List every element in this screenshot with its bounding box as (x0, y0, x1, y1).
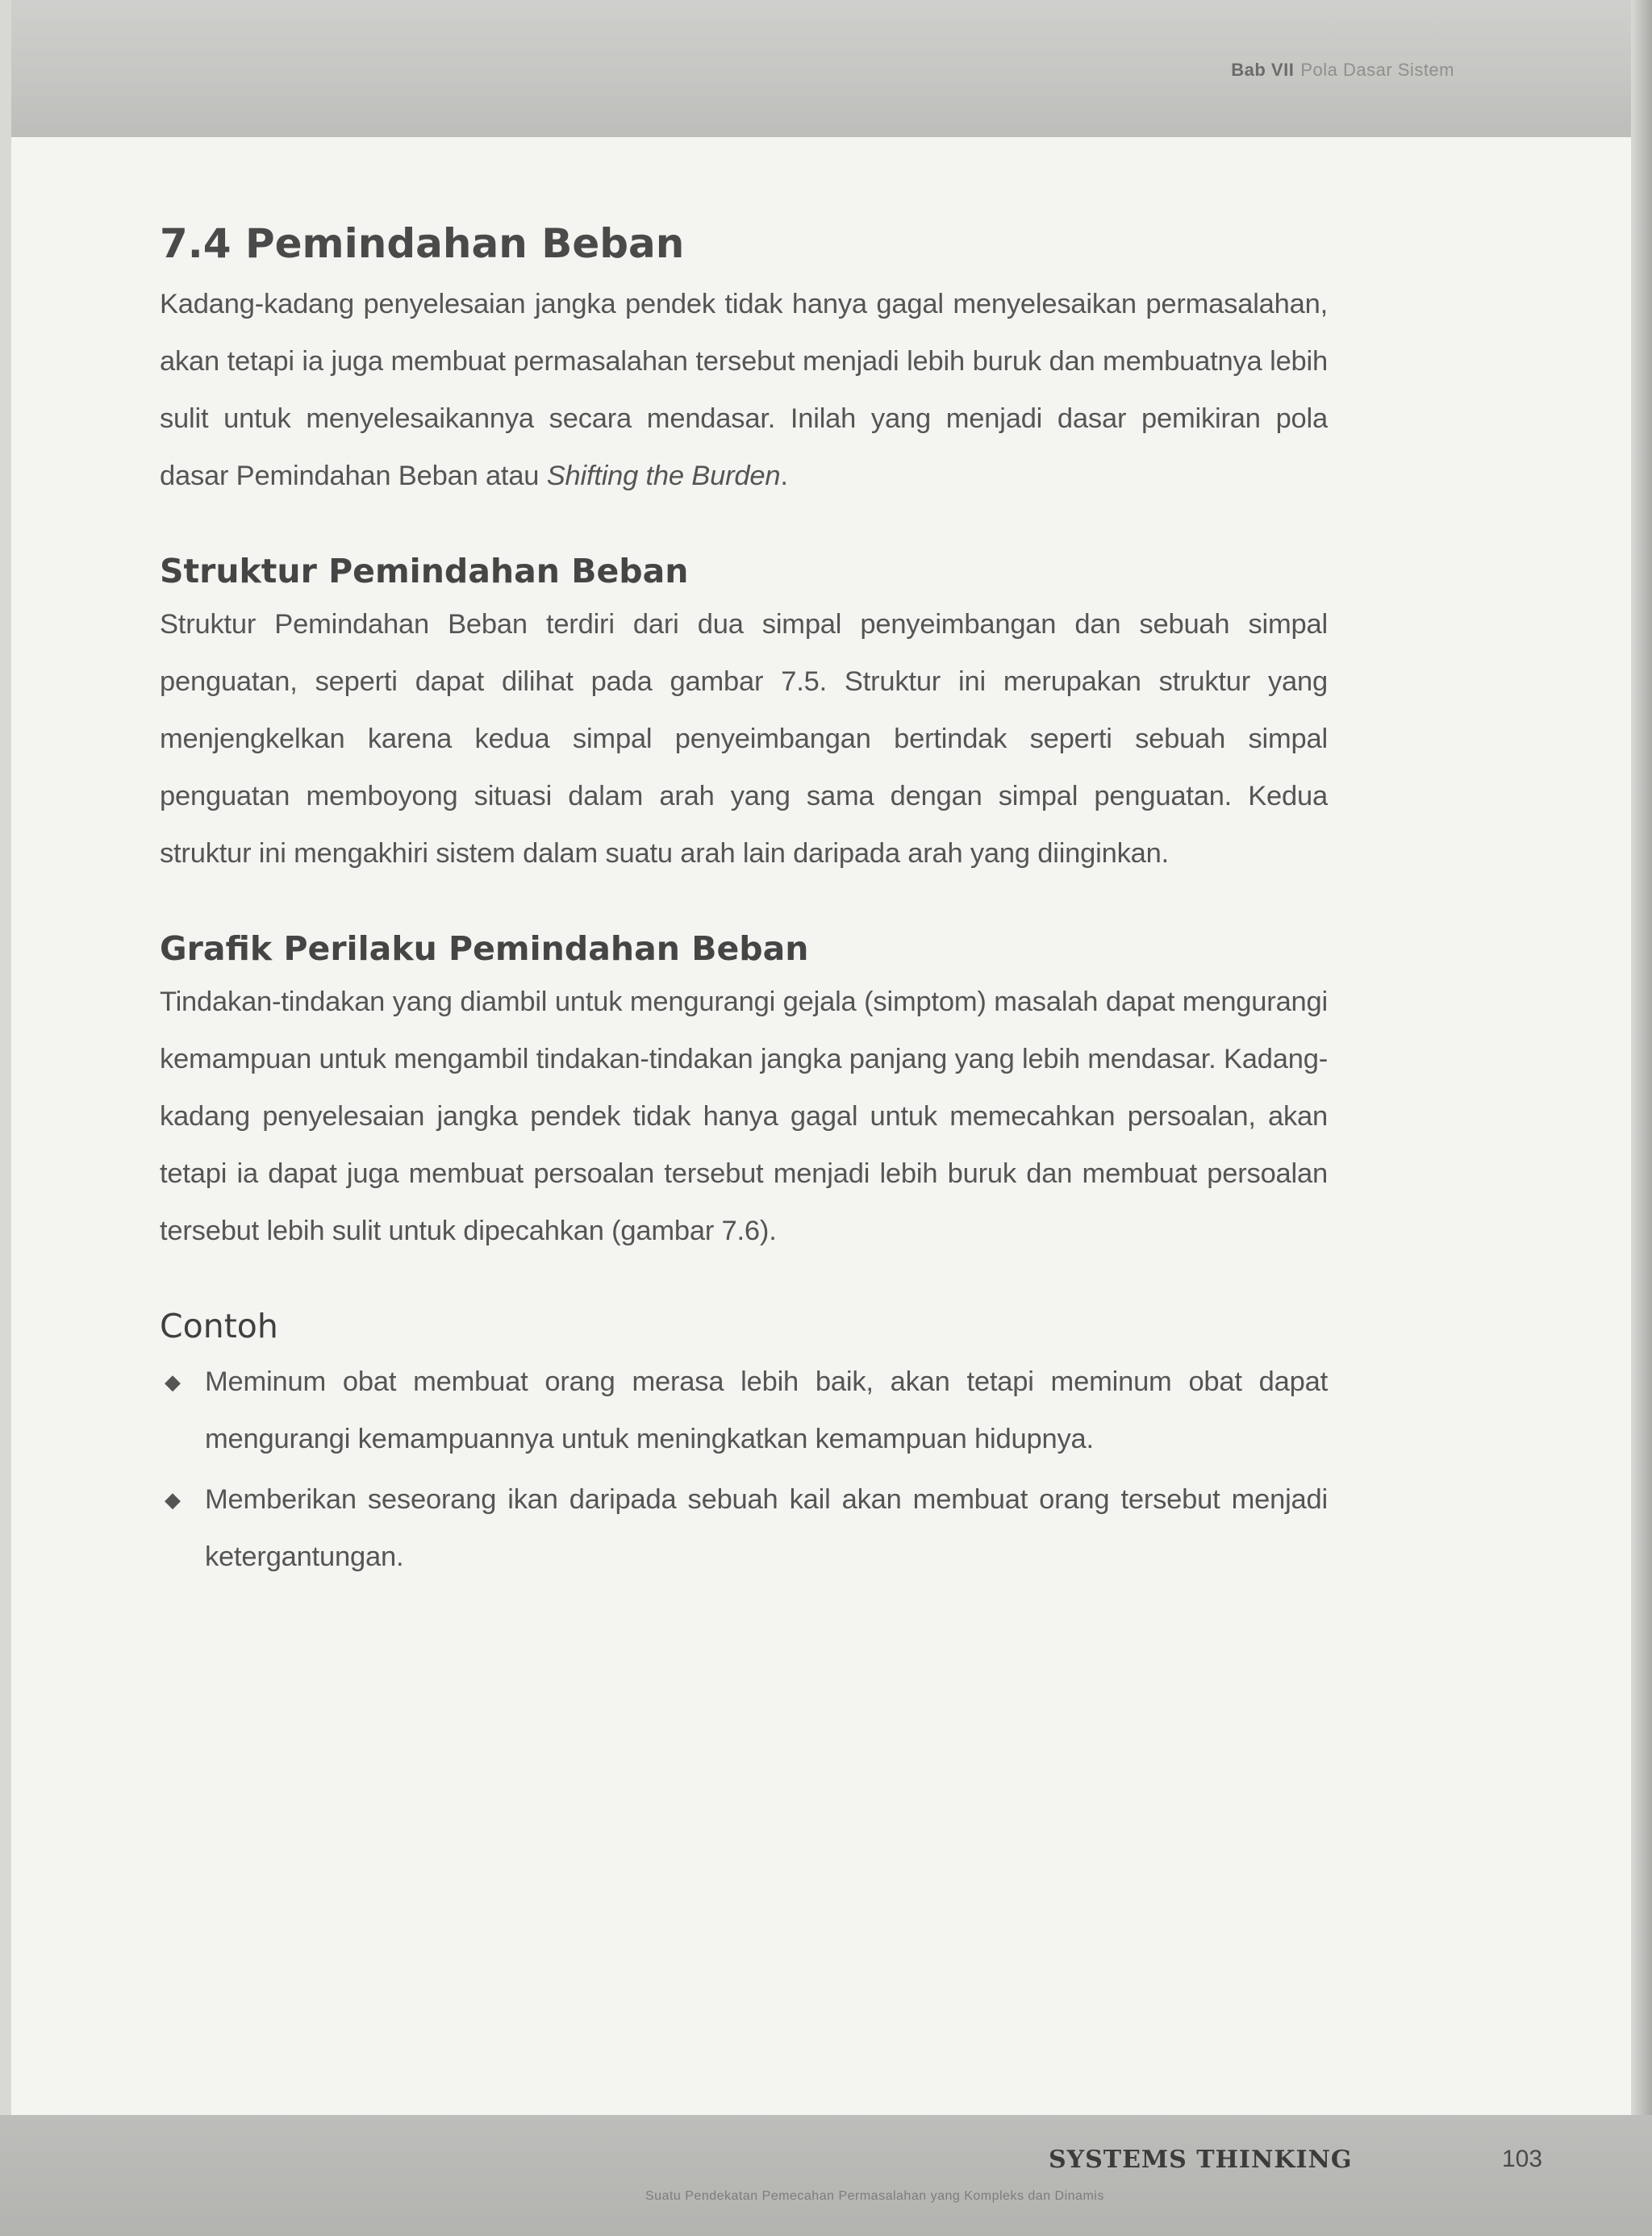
section-intro-paragraph (160, 276, 1328, 505)
page-footer-band (0, 2115, 1652, 2236)
diamond-bullet-icon: ◆ (165, 1487, 181, 1512)
list-item-text: Meminum obat membuat orang merasa lebih baik, akan tetapi meminum obat dapat mengurangi kemampuannya untuk meningkatkan kemampuan hidupnya. (205, 1366, 1328, 1455)
chapter-title: Pola Dasar Sistem (1300, 60, 1454, 80)
diamond-bullet-icon: ◆ (165, 1370, 181, 1395)
page-left-edge (0, 0, 11, 2236)
chapter-label: Bab VII (1231, 60, 1295, 80)
page-header-band (0, 0, 1652, 137)
page-content (160, 219, 1328, 1589)
structure-title: Struktur Pemindahan Beban (160, 552, 689, 590)
examples-list (160, 1354, 1328, 1586)
list-item (160, 1471, 1328, 1586)
section-title: 7.4 Pemindahan Beban (160, 220, 685, 267)
structure-paragraph: Struktur Pemindahan Beban terdiri dari dua simpal penyeimbangan dan sebuah simpal penguatan, seperti dapat dilihat pada gambar 7.5. Struktur ini merupakan struktur yang menjengkelkan karena kedua simpal penyeimbangan bertindak seperti sebuah simpal penguatan memboyong situasi dalam arah yang sama dengan simpal penguatan. Kedua struktur ini mengakhiri sistem dalam suatu arah lain daripada arah yang diinginkan. (160, 609, 1328, 870)
footer-subtitle: Suatu Pendekatan Pemecahan Permasalahan yang Kompleks dan Dinamis (645, 2189, 1104, 2203)
examples-title: Contoh (160, 1307, 278, 1346)
page-number: 103 (1502, 2146, 1543, 2172)
footer-brand: SYSTEMS THINKING (1049, 2146, 1353, 2174)
list-item-text: Memberikan seseorang ikan daripada sebuah kail akan membuat orang tersebut menjadi ketergantungan. (205, 1484, 1328, 1573)
behavior-title: Grafik Perilaku Pemindahan Beban (160, 929, 809, 969)
list-item (160, 1354, 1328, 1468)
behavior-paragraph: Tindakan-tindakan yang diambil untuk mengurangi gejala (simptom) masalah dapat mengurangi kemampuan untuk mengambil tindakan-tindakan jangka panjang yang lebih mendasar. Kadang-kadang penyelesaian jangka pendek tidak hanya gagal untuk memecahkan persoalan, akan tetapi ia dapat juga membuat persoalan tersebut menjadi lebih buruk dan membuat persoalan tersebut lebih sulit untuk dipecahkan (gambar 7.6). (160, 987, 1328, 1247)
section-intro-italic: Shifting the Burden (546, 461, 781, 491)
section-intro-text: Kadang-kadang penyelesaian jangka pendek tidak hanya gagal menyelesaikan permasalahan, akan tetapi ia juga membuat permasalahan tersebut menjadi lebih buruk dan membuatnya lebih sulit untuk menyelesaikannya secara mendasar. Inilah yang menjadi dasar pemikiran pola dasar Pemindahan Beban atau (160, 289, 1328, 491)
running-header (1231, 60, 1454, 81)
page-right-edge (1631, 0, 1652, 2236)
section-intro-end: . (780, 461, 788, 491)
